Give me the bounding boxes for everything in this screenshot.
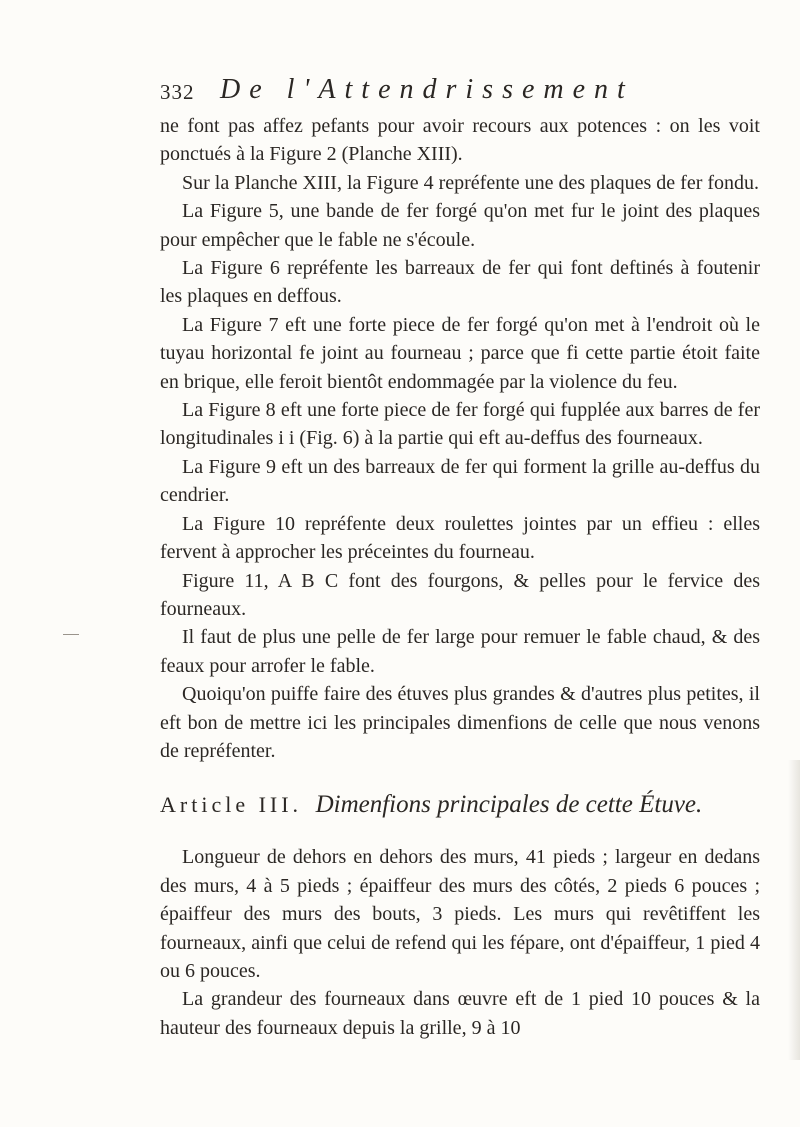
margin-mark [63,634,79,635]
article-heading [160,789,760,821]
paragraph: Sur la Planche XIII, la Figure 4 repréfente une des plaques de fer fondu. [182,171,760,194]
paragraph: La Figure 8 eft une forte piece de fer forgé qui fupplée aux barres de fer longitudinales i i (Fig. 6) à la partie qui eft au-deffus des fourneaux. [160,399,760,450]
paragraph: La Figure 9 eft un des barreaux de fer qui forment la grille au-deffus du cendrier. [160,455,760,507]
page-edge-stain [788,760,800,1060]
page-header [160,66,760,106]
body-text [160,112,760,1042]
article-label: Article III. [160,792,303,818]
paragraph: La grandeur des fourneaux dans œuvre eft de 1 pied 10 pouces & la hauteur des fourneaux depuis la grille, 9 à 10 [160,988,760,1039]
paragraph: La Figure 7 eft une forte piece de fer forgé qu'on met à l'endroit où le tuyau horizontal fe joint au fourneau ; parce que fi cette partie étoit faite en brique, elle feroit bientôt endommagée par la violence du feu. [160,313,760,393]
paragraph: ne font pas affez pefants pour avoir recours aux potences : on les voit ponctués à la Figure 2 (Planche XIII). [160,115,760,166]
paragraph: Il faut de plus une pelle de fer large pour remuer le fable chaud, & des feaux pour arrofer le fable. [160,626,760,677]
paragraph: La Figure 5, une bande de fer forgé qu'on met fur le joint des plaques pour empêcher que le fable ne s'écoule. [160,200,760,251]
paragraph: Longueur de dehors en dehors des murs, 41 pieds ; largeur en dedans des murs, 4 à 5 pieds ; épaiffeur des murs des côtés, 2 pieds 6 pouces ; épaiffeur des murs des bouts, 3 pieds. Les murs qui revêtiffent les fourneaux, ainfi que celui de refend qui les fépare, ont d'épaiffeur, 1 pied 4 ou 6 pouces. [160,846,760,982]
paragraph: La Figure 10 repréfente deux roulettes jointes par un effieu : elles fervent à approcher les préceintes du fourneau. [160,512,760,564]
paragraph: La Figure 6 repréfente les barreaux de fer qui font deftinés à foutenir les plaques en deffous. [160,257,760,308]
running-head: De l'Attendrissement [220,74,634,105]
page-number: 332 [160,80,195,104]
paragraph: Quoiqu'on puiffe faire des étuves plus grandes & d'autres plus petites, il eft bon de mettre ici les principales dimenfions de celle que nous venons de repréfenter. [160,683,760,762]
article-title: Dimenfions principales de cette Étuve. [315,791,703,819]
paragraph: Figure 11, A B C font des fourgons, & pelles pour le fervice des fourneaux. [160,569,760,620]
